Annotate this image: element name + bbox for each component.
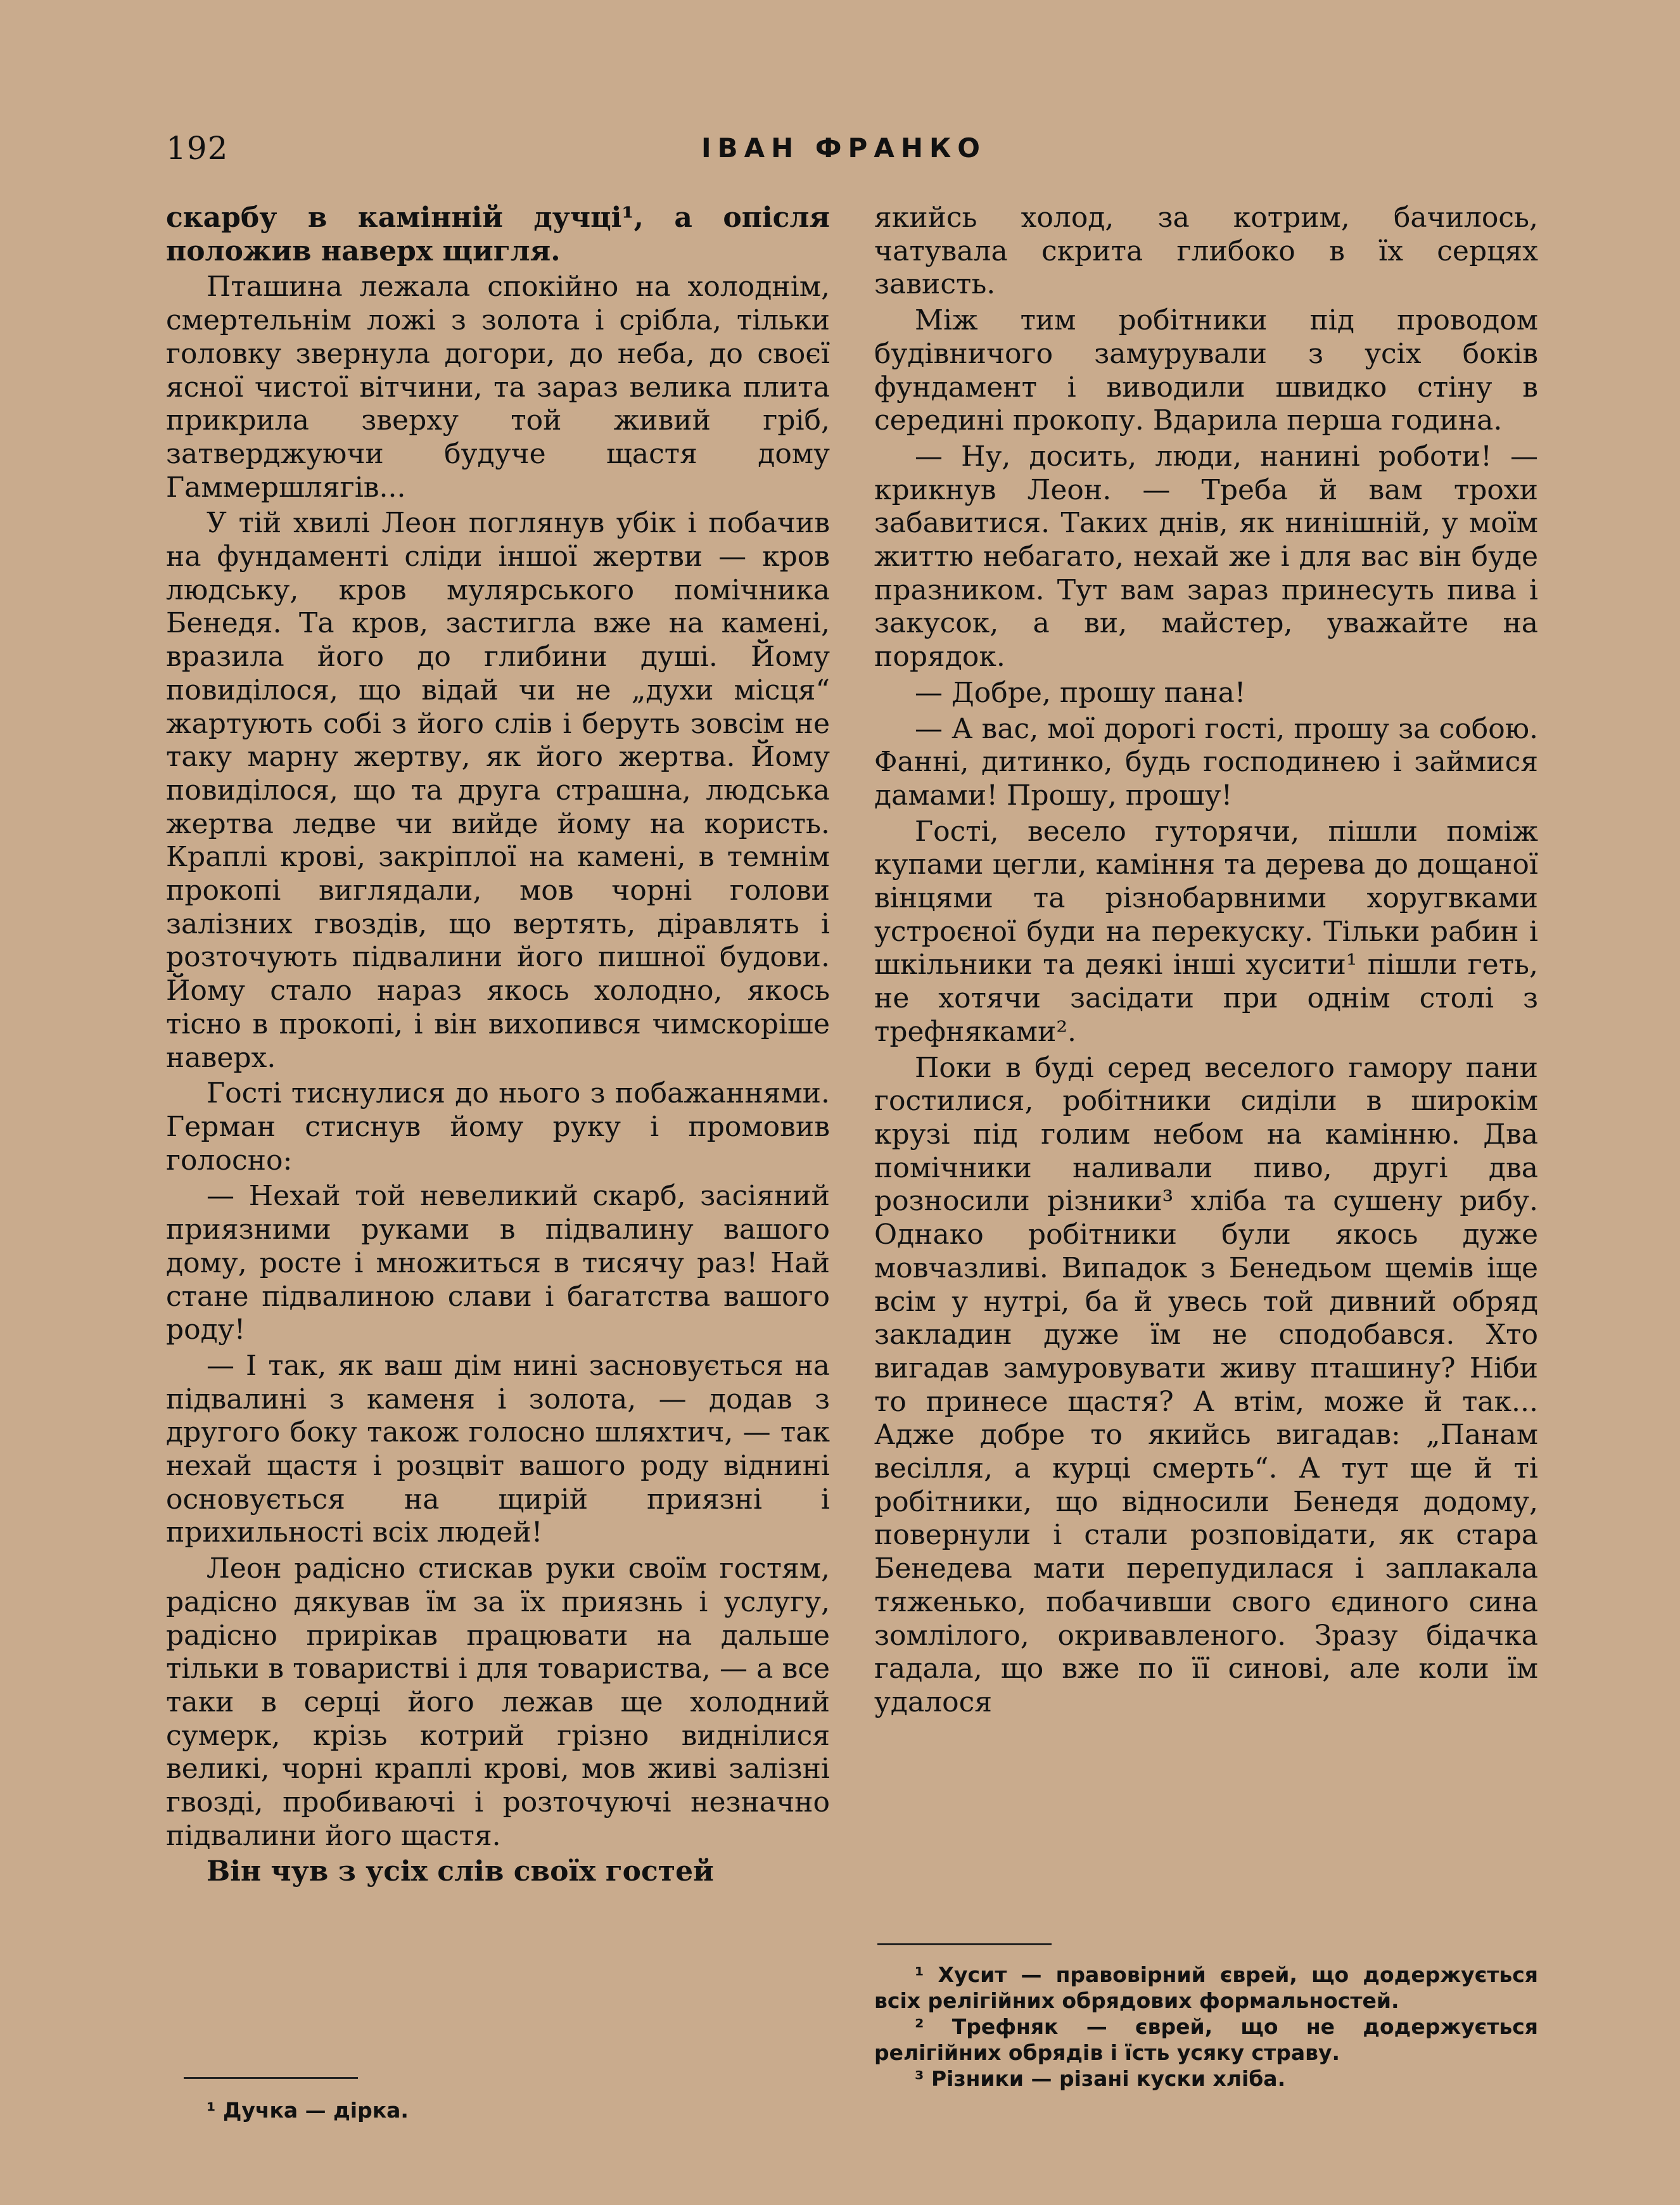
paragraph: У тій хвилі Леон поглянув убік і побачив на фундаменті сліди іншої жертви — кров людську, кров мулярського помічника Бенедя. Та кров, застигла вже на камені, вразила його до глибини душі. Йому повиділося, що відай чи не „духи місця“ жартують собі з його слів і беруть зовсім не таку марну жертву, як його жертва. Йому повиділося, що та друга страшна, людська жертва ледве чи вийде йому на користь. Краплі крові, закріплої на камені, в темнім прокопі виглядали, мов чорні голови залізних гвоздів, що вертять, діравлять і розточують підвалини його пишної будови. Йому стало нараз якось холодно, якось тісно в прокопі, і він вихопився чимскоріше наверх. (166, 507, 830, 1074)
footnote-rule-right (877, 1943, 1052, 1945)
paragraph: — А вас, мої дорогі гості, прошу за собою. Фанні, дитинко, будь господинею і займися дамами! Прошу, прошу! (874, 712, 1538, 812)
right-footnotes (874, 1962, 1538, 2092)
paragraph: — Добре, прошу пана! (915, 676, 1246, 709)
paragraph: Гості, весело гуторячи, пішли поміж купами цегли, каміння та дерева до дощаної вінцями та різнобарвними хоругвками устроєної буди на перекуску. Тільки рабин і шкільники та деякі інші хусити¹ пішли геть, не хотячи засідати при однім столі з трефняками². (874, 815, 1538, 1048)
paragraph: якийсь холод, за котрим, бачилось, чатувала скрита глибоко в їх серцях зависть. (874, 201, 1538, 301)
left-text-column (166, 201, 830, 1889)
left-footnotes (166, 2097, 830, 2123)
right-text-column (874, 201, 1538, 1720)
footnote-rule-left (184, 2077, 358, 2079)
paragraph: Між тим робітники під проводом будівничого замурували з усіх боків фундамент і виводили швидко стіну в середині прокопу. Вдарила перша година. (874, 304, 1538, 437)
page-header (166, 130, 1522, 168)
footnote: ¹ Дучка — дірка. (207, 2098, 409, 2123)
paragraph: скарбу в камінній дучці¹, а опісля положив наверх щигля. (166, 201, 830, 267)
footnote: ² Трефняк — єврей, що не додержується релігійних обрядів і їсть усяку страву. (874, 2014, 1538, 2065)
paragraph: — І так, як ваш дім нині засновується на підвалині з каменя і золота, — додав з другого боку також голосно шляхтич, — так нехай щастя і розцвіт вашого роду віднині основується на щирій приязні і прихильності всіх людей! (166, 1349, 830, 1549)
paragraph: — Ну, досить, люди, нанині роботи! — крикнув Леон. — Треба й вам трохи забавитися. Таких днів, як нинішній, у моїм життю небагато, нехай же і для вас він буде празником. Тут вам зараз принесуть пива і закусок, а ви, майстер, уважайте на порядок. (874, 440, 1538, 674)
paragraph: Він чув з усіх слів своїх гостей (207, 1855, 714, 1888)
paragraph: — Нехай той невеликий скарб, засіяний приязними руками в підвалину вашого дому, росте і множиться в тисячу раз! Най стане підвалиною слави і багатства вашого роду! (166, 1180, 830, 1346)
paragraph: Леон радісно стискав руки своїм гостям, радісно дякував їм за їх приязнь і услугу, радісно прирікав працювати на дальше тільки в товаристві і для товариства, — а все таки в серці його лежав ще холодний сумерк, крізь котрий грізно виднілися великі, чорні краплі крові, мов живі залізні гвоздi, пробиваючі і розточуючі незначно підвалини його щастя. (166, 1552, 830, 1852)
page-number: 192 (166, 130, 229, 167)
paragraph: Поки в буді серед веселого гамору пани гостилися, робітники сиділи в широкім крузі під голим небом на камінню. Два помічники наливали пиво, другі два розносили різники³ хліба та сушену рибу. Однако робітники були якось дуже мовчазливі. Випадок з Бенедьом щемів іще всім у нутрі, ба й увесь той дивний обряд закладин дуже їм не сподобався. Хто вигадав замуровувати живу пташину? Ніби то принесе щастя? А втім, може й так... Адже добре то якийсь вигадав: „Панам весілля, а курці смерть“. А тут ще й ті робітники, що відносили Бенедя додому, повернули і стали розповідати, як стара Бенедева мати перепудилася і заплакала тяженько, побачивши свого єдиного сина зомлілого, окривавленого. Зразу бідачка гадала, що вже по її синові, але коли їм удалося (874, 1051, 1538, 1718)
footnote: ³ Різники — різані куски хліба. (915, 2066, 1286, 2091)
running-title: ІВАН ФРАНКО (701, 132, 987, 163)
paragraph: Гості тиснулися до нього з побажаннями. Герман стиснув йому руку і промовив голосно: (166, 1077, 830, 1177)
footnote: ¹ Хусит — правовірний єврей, що додержується всіх релігійних обрядових формальностей. (874, 1962, 1538, 2013)
paragraph: Пташина лежала спокійно на холоднім, смертельнім ложі з золота і срібла, тільки головку звернула догори, до неба, до своєї ясної чистої вітчини, та зараз велика плита прикрила зверху той живий гріб, затверджуючи будуче щастя дому Гаммершлягів... (166, 271, 830, 504)
